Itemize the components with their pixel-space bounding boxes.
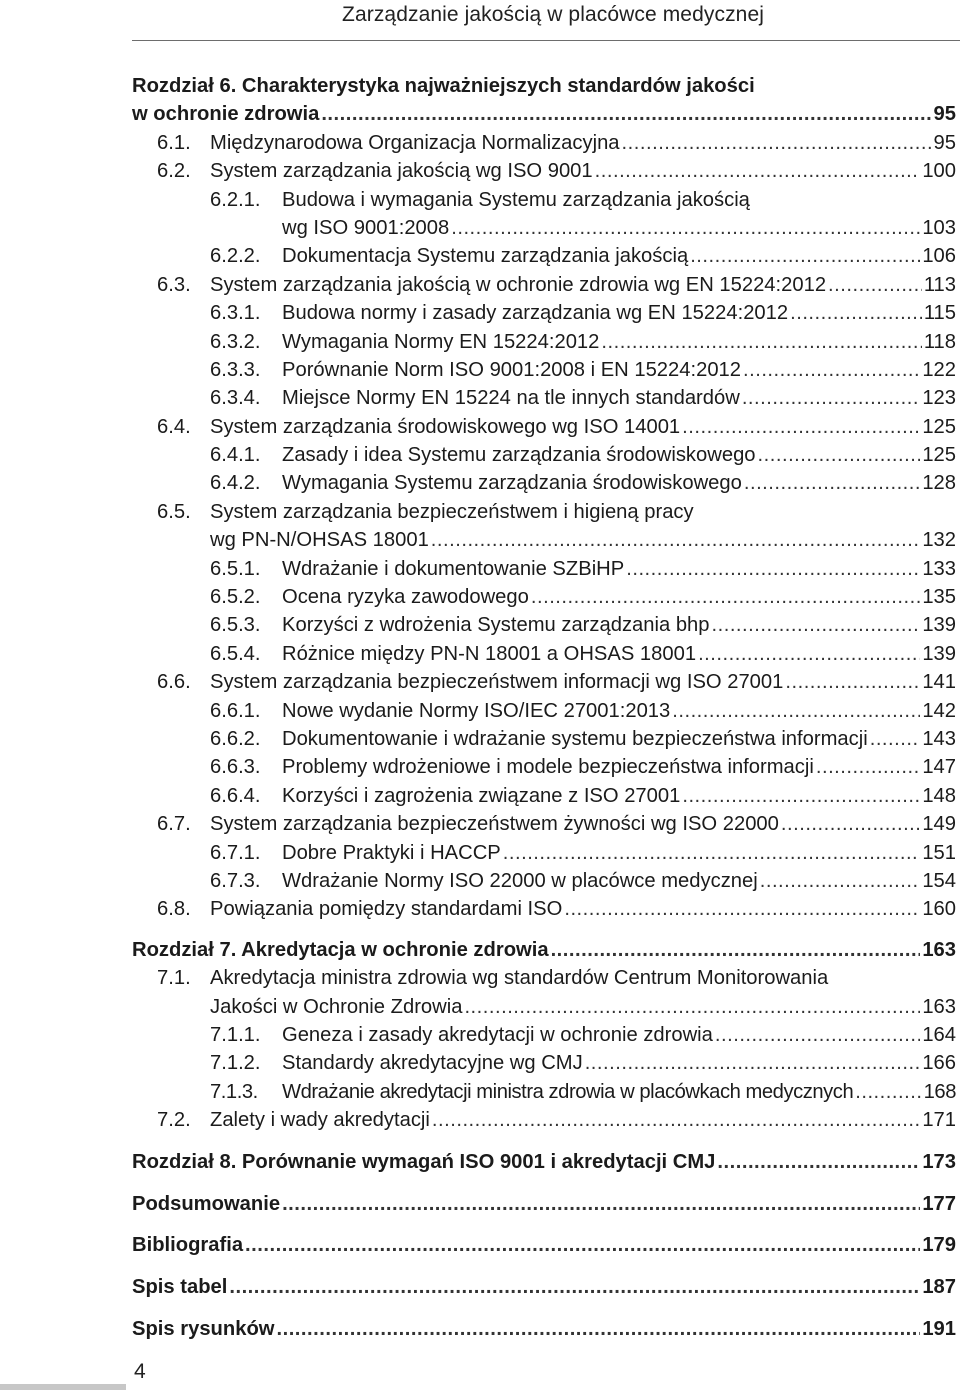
toc-entry-title: Powiązania pomiędzy standardami ISO bbox=[210, 898, 563, 921]
table-of-contents bbox=[132, 72, 956, 1343]
toc-entry[interactable] bbox=[132, 129, 956, 157]
toc-entry-title: Korzyści z wdrożenia Systemu zarządzania bhp bbox=[282, 614, 710, 637]
toc-entry[interactable] bbox=[132, 356, 956, 384]
toc-entry[interactable] bbox=[132, 668, 956, 696]
toc-entry[interactable] bbox=[132, 753, 956, 781]
toc-page-number: 154 bbox=[922, 869, 956, 892]
toc-chapter-title: Rozdział 7. Akredytacja w ochronie zdrowia bbox=[132, 938, 549, 961]
toc-entry-title: Wdrażanie i dokumentowanie SZBiHP bbox=[282, 557, 625, 580]
dot-leader bbox=[432, 1106, 920, 1134]
toc-entry-title: Dokumentowanie i wdrażanie systemu bezpieczeństwa informacji bbox=[282, 727, 868, 750]
dot-leader bbox=[601, 328, 921, 356]
toc-entry-title: Jakości w Ochronie Zdrowia bbox=[210, 995, 463, 1018]
toc-entry-number: 6.7.1. bbox=[210, 841, 261, 864]
toc-entry[interactable] bbox=[132, 384, 956, 412]
toc-entry[interactable] bbox=[132, 810, 956, 838]
toc-chapter-title: Rozdział 6. Charakterystyka najważniejszych standardów jakości bbox=[132, 75, 755, 97]
toc-chapter-title: w ochronie zdrowia bbox=[132, 103, 320, 126]
toc-page-number: 173 bbox=[922, 1150, 956, 1173]
toc-entry[interactable] bbox=[132, 526, 956, 554]
toc-entry-number: 6.7.3. bbox=[210, 869, 261, 892]
toc-entry-number: 7.1. bbox=[157, 967, 191, 990]
toc-chapter-title: Spis tabel bbox=[132, 1276, 228, 1299]
toc-page-number: 122 bbox=[922, 358, 956, 381]
toc-page-number: 164 bbox=[922, 1023, 956, 1046]
toc-chapter-7[interactable] bbox=[132, 936, 956, 964]
toc-page-number: 135 bbox=[922, 586, 956, 609]
toc-entry[interactable] bbox=[132, 993, 956, 1021]
toc-chapter-6-line1 bbox=[132, 72, 956, 100]
toc-entry-title: wg PN-N/OHSAS 18001 bbox=[210, 529, 429, 552]
toc-entry-title: Dokumentacja Systemu zarządzania jakością bbox=[282, 245, 689, 268]
dot-leader bbox=[245, 1231, 920, 1259]
toc-back-matter-summary[interactable] bbox=[132, 1190, 956, 1218]
dot-leader bbox=[551, 936, 921, 964]
toc-chapter-title: Spis rysunków bbox=[132, 1317, 275, 1340]
toc-chapter-6[interactable] bbox=[132, 100, 956, 128]
toc-entry-number: 7.2. bbox=[157, 1109, 191, 1132]
toc-page-number: 147 bbox=[922, 756, 956, 779]
toc-entry-number: 6.4. bbox=[157, 415, 191, 438]
toc-page-number: 143 bbox=[922, 727, 956, 750]
toc-entry[interactable] bbox=[132, 271, 956, 299]
toc-entry[interactable] bbox=[132, 469, 956, 497]
dot-leader bbox=[743, 356, 920, 384]
toc-back-matter-bibliography[interactable] bbox=[132, 1231, 956, 1259]
toc-entry[interactable] bbox=[132, 555, 956, 583]
toc-entry-title: Międzynarodowa Organizacja Normalizacyjna bbox=[210, 131, 620, 154]
toc-entry-number: 6.4.1. bbox=[210, 444, 261, 467]
toc-page-number: 141 bbox=[922, 671, 956, 694]
toc-page-number: 179 bbox=[922, 1234, 956, 1257]
toc-entry-number: 7.1.2. bbox=[210, 1052, 261, 1075]
toc-entry-number: 6.3.3. bbox=[210, 358, 261, 381]
toc-entry[interactable] bbox=[132, 725, 956, 753]
toc-page-number: 113 bbox=[923, 273, 956, 296]
running-header bbox=[132, 0, 960, 41]
dot-leader bbox=[672, 697, 920, 725]
toc-page-number: 95 bbox=[933, 131, 956, 154]
toc-page-number: 148 bbox=[922, 784, 956, 807]
toc-entry-title: Wdrażanie Normy ISO 22000 w placówce medycznej bbox=[282, 869, 758, 892]
toc-back-matter-figures[interactable] bbox=[132, 1315, 956, 1343]
toc-entry[interactable] bbox=[132, 839, 956, 867]
toc-entry[interactable] bbox=[132, 867, 956, 895]
footer-bar bbox=[0, 1384, 126, 1390]
toc-entry-title: System zarządzania bezpieczeństwem żywności wg ISO 22000 bbox=[210, 813, 779, 836]
toc-page-number: 115 bbox=[923, 302, 956, 325]
toc-entry-title: Dobre Praktyki i HACCP bbox=[282, 841, 501, 864]
toc-page-number: 106 bbox=[922, 245, 956, 268]
toc-entry[interactable] bbox=[132, 1049, 956, 1077]
dot-leader bbox=[564, 895, 920, 923]
dot-leader bbox=[828, 271, 922, 299]
toc-entry-title: Zasady i idea Systemu zarządzania środowiskowego bbox=[282, 444, 756, 467]
dot-leader bbox=[712, 611, 921, 639]
dot-leader bbox=[742, 384, 921, 412]
toc-entry[interactable] bbox=[132, 328, 956, 356]
toc-page-number: 139 bbox=[922, 642, 956, 665]
toc-page-number: 123 bbox=[922, 387, 956, 410]
dot-leader bbox=[855, 1078, 921, 1106]
toc-chapter-title: Bibliografia bbox=[132, 1234, 244, 1257]
toc-entry-title: System zarządzania jakością wg ISO 9001 bbox=[210, 160, 593, 183]
toc-entry[interactable] bbox=[132, 697, 956, 725]
dot-leader bbox=[690, 242, 920, 270]
toc-page-number: 132 bbox=[922, 529, 956, 552]
toc-page-number: 149 bbox=[922, 813, 956, 836]
toc-entry-title: System zarządzania środowiskowego wg ISO 14001 bbox=[210, 415, 681, 438]
toc-entry-number: 6.5.2. bbox=[210, 586, 261, 609]
toc-entry[interactable] bbox=[132, 640, 956, 668]
toc-entry-number: 6.7. bbox=[157, 813, 191, 836]
toc-entry-number: 6.2.2. bbox=[210, 245, 261, 268]
dot-leader bbox=[790, 299, 922, 327]
toc-entry-line1 bbox=[132, 498, 956, 526]
toc-entry-number: 6.5.4. bbox=[210, 642, 261, 665]
dot-leader bbox=[626, 555, 920, 583]
toc-page-number: 166 bbox=[922, 1052, 956, 1075]
toc-entry-title: Standardy akredytacyjne wg CMJ bbox=[282, 1052, 583, 1075]
dot-leader bbox=[531, 583, 920, 611]
toc-entry-number: 6.6.3. bbox=[210, 756, 261, 779]
toc-chapter-8[interactable] bbox=[132, 1148, 956, 1176]
toc-chapter-title: Podsumowanie bbox=[132, 1192, 281, 1215]
dot-leader bbox=[744, 469, 920, 497]
dot-leader bbox=[464, 993, 920, 1021]
toc-page-number: 128 bbox=[922, 472, 956, 495]
toc-entry-title: Wymagania Systemu zarządzania środowiskowego bbox=[282, 472, 742, 495]
dot-leader bbox=[781, 810, 920, 838]
toc-page-number: 160 bbox=[922, 898, 956, 921]
toc-entry-number: 6.6.1. bbox=[210, 699, 261, 722]
toc-page-number: 139 bbox=[922, 614, 956, 637]
toc-entry[interactable] bbox=[132, 413, 956, 441]
dot-leader bbox=[698, 640, 920, 668]
toc-entry-title: Ocena ryzyka zawodowego bbox=[282, 586, 529, 609]
dot-leader bbox=[816, 753, 920, 781]
toc-entry[interactable] bbox=[132, 157, 956, 185]
toc-entry-title: Budowa i wymagania Systemu zarządzania jakością bbox=[282, 188, 750, 211]
toc-entry-title: Nowe wydanie Normy ISO/IEC 27001:2013 bbox=[282, 699, 671, 722]
toc-page-number: 171 bbox=[922, 1109, 956, 1132]
toc-page-number: 163 bbox=[922, 995, 956, 1018]
toc-entry[interactable] bbox=[132, 242, 956, 270]
toc-entry-number: 6.4.2. bbox=[210, 472, 261, 495]
toc-page-number: 187 bbox=[922, 1276, 956, 1299]
toc-entry-title: Różnice między PN-N 18001 a OHSAS 18001 bbox=[282, 642, 697, 665]
dot-leader bbox=[585, 1049, 921, 1077]
toc-entry[interactable] bbox=[132, 214, 956, 242]
dot-leader bbox=[229, 1273, 920, 1301]
dot-leader bbox=[503, 839, 921, 867]
toc-entry-number: 7.1.1. bbox=[210, 1023, 261, 1046]
toc-entry-title: System zarządzania bezpieczeństwem i higieną pracy bbox=[210, 500, 694, 523]
toc-entry-number: 6.3.4. bbox=[210, 387, 261, 410]
dot-leader bbox=[717, 1148, 920, 1176]
toc-entry[interactable] bbox=[132, 1078, 956, 1106]
dot-leader bbox=[682, 413, 920, 441]
toc-page-number: 125 bbox=[922, 415, 956, 438]
dot-leader bbox=[758, 441, 921, 469]
toc-entry-number: 6.8. bbox=[157, 898, 191, 921]
dot-leader bbox=[451, 214, 920, 242]
toc-page-number: 168 bbox=[923, 1080, 956, 1103]
toc-chapter-title: Rozdział 8. Porównanie wymagań ISO 9001 i akredytacji CMJ bbox=[132, 1150, 716, 1173]
toc-page-number: 191 bbox=[922, 1317, 956, 1340]
toc-entry[interactable] bbox=[132, 583, 956, 611]
toc-entry-title: Budowa normy i zasady zarządzania wg EN 15224:2012 bbox=[282, 302, 789, 325]
toc-entry[interactable] bbox=[132, 895, 956, 923]
toc-entry-title: Korzyści i zagrożenia związane z ISO 27001 bbox=[282, 784, 681, 807]
toc-page-number: 133 bbox=[922, 557, 956, 580]
toc-page-number: 163 bbox=[922, 938, 956, 961]
toc-entry-number: 6.6. bbox=[157, 671, 191, 694]
toc-entry[interactable] bbox=[132, 611, 956, 639]
dot-leader bbox=[282, 1190, 920, 1218]
toc-entry-number: 6.6.4. bbox=[210, 784, 261, 807]
toc-entry-number: 6.5.1. bbox=[210, 557, 261, 580]
dot-leader bbox=[682, 782, 920, 810]
toc-entry-number: 7.1.3. bbox=[210, 1080, 258, 1103]
toc-entry-title: Wymagania Normy EN 15224:2012 bbox=[282, 330, 600, 353]
toc-entry[interactable] bbox=[132, 1021, 956, 1049]
toc-entry-title: Zalety i wady akredytacji bbox=[210, 1109, 430, 1132]
toc-page-number: 125 bbox=[922, 444, 956, 467]
toc-entry-number: 6.6.2. bbox=[210, 727, 261, 750]
toc-entry-number: 6.3. bbox=[157, 273, 191, 296]
toc-entry[interactable] bbox=[132, 299, 956, 327]
dot-leader bbox=[870, 725, 921, 753]
toc-entry-title: System zarządzania bezpieczeństwem informacji wg ISO 27001 bbox=[210, 671, 784, 694]
dot-leader bbox=[595, 157, 921, 185]
running-title: Zarządzanie jakością w placówce medycznej bbox=[342, 3, 764, 26]
dot-leader bbox=[760, 867, 921, 895]
toc-entry-number: 6.5. bbox=[157, 500, 191, 523]
toc-entry-number: 6.5.3. bbox=[210, 614, 261, 637]
toc-entry-line1 bbox=[132, 964, 956, 992]
dot-leader bbox=[321, 100, 931, 128]
toc-entry-number: 6.2.1. bbox=[210, 188, 261, 211]
toc-page-number: 177 bbox=[922, 1192, 956, 1215]
dot-leader bbox=[431, 526, 921, 554]
page-number: 4 bbox=[134, 1360, 146, 1383]
toc-entry-title: Wdrażanie akredytacji ministra zdrowia w placówkach medycznych bbox=[282, 1080, 854, 1103]
dot-leader bbox=[276, 1315, 920, 1343]
toc-entry-title: Porównanie Norm ISO 9001:2008 i EN 15224:2012 bbox=[282, 358, 741, 381]
toc-entry-number: 6.3.2. bbox=[210, 330, 261, 353]
toc-entry-title: wg ISO 9001:2008 bbox=[282, 216, 450, 239]
toc-entry-line1 bbox=[132, 186, 956, 214]
toc-entry-number: 6.1. bbox=[157, 131, 191, 154]
toc-page-number: 100 bbox=[922, 160, 956, 183]
toc-page-number: 118 bbox=[923, 330, 956, 353]
toc-entry-title: Akredytacja ministra zdrowia wg standardów Centrum Monitorowania bbox=[210, 967, 829, 990]
toc-page-number: 151 bbox=[922, 841, 956, 864]
toc-entry-number: 6.3.1. bbox=[210, 302, 261, 325]
toc-entry-title: Miejsce Normy EN 15224 na tle innych standardów bbox=[282, 387, 740, 410]
toc-entry-title: Problemy wdrożeniowe i modele bezpieczeństwa informacji bbox=[282, 756, 814, 779]
toc-entry-title: System zarządzania jakością w ochronie zdrowia wg EN 15224:2012 bbox=[210, 273, 827, 296]
toc-entry[interactable] bbox=[132, 782, 956, 810]
toc-page-number: 95 bbox=[933, 103, 956, 126]
toc-entry[interactable] bbox=[132, 1106, 956, 1134]
toc-page-number: 142 bbox=[922, 699, 956, 722]
toc-page-number: 103 bbox=[922, 216, 956, 239]
toc-entry-number: 6.2. bbox=[157, 160, 191, 183]
dot-leader bbox=[622, 129, 932, 157]
dot-leader bbox=[715, 1021, 920, 1049]
toc-entry[interactable] bbox=[132, 441, 956, 469]
toc-entry-title: Geneza i zasady akredytacji w ochronie zdrowia bbox=[282, 1023, 713, 1046]
toc-back-matter-tables[interactable] bbox=[132, 1273, 956, 1301]
dot-leader bbox=[785, 668, 920, 696]
